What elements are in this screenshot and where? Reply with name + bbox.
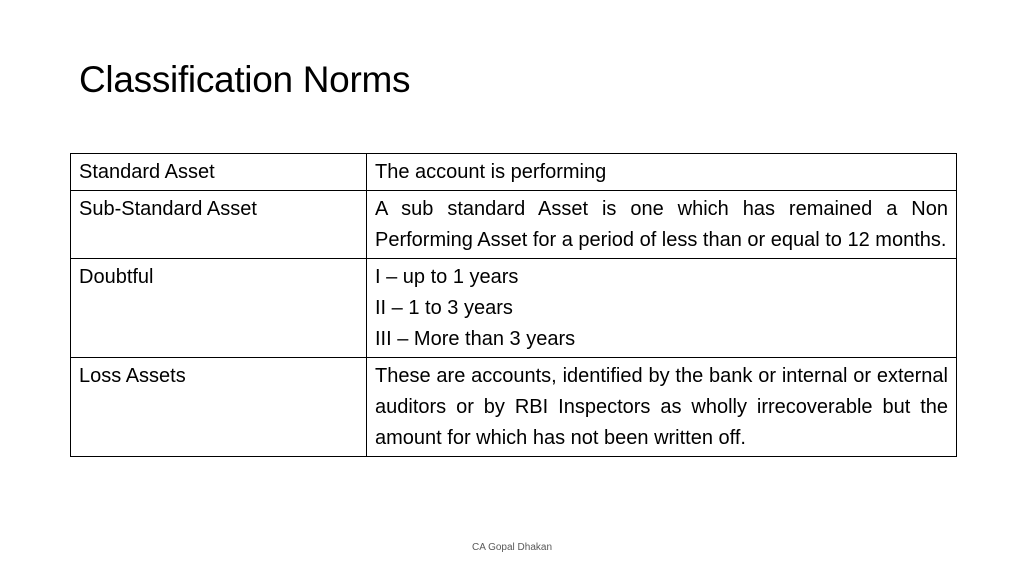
table-cell-description xyxy=(367,259,957,358)
table-cell-category: Doubtful xyxy=(71,259,367,358)
doubtful-line-3: III – More than 3 years xyxy=(375,328,576,350)
table-row xyxy=(71,358,957,457)
table-cell-category: Sub-Standard Asset xyxy=(71,191,367,259)
table-cell-description: These are accounts, identified by the bank or internal or external auditors or by RBI Inspectors as wholly irrecoverable but the amount for which has not been written off. xyxy=(367,358,957,457)
footer-author: CA Gopal Dhakan xyxy=(471,542,553,553)
doubtful-line-1: I – up to 1 years xyxy=(375,266,519,288)
table-row xyxy=(71,259,957,358)
classification-table-container xyxy=(70,153,955,457)
classification-table xyxy=(70,153,957,457)
page-title: Classification Norms xyxy=(79,59,411,100)
table-cell-category: Standard Asset xyxy=(71,154,367,191)
doubtful-line-2: II – 1 to 3 years xyxy=(375,297,513,319)
table-cell-description: A sub standard Asset is one which has remained a Non Performing Asset for a period of less than or equal to 12 months. xyxy=(367,191,957,259)
table-cell-category: Loss Assets xyxy=(71,358,367,457)
table-cell-description: The account is performing xyxy=(367,154,957,191)
table-row xyxy=(71,191,957,259)
table-row xyxy=(71,154,957,191)
